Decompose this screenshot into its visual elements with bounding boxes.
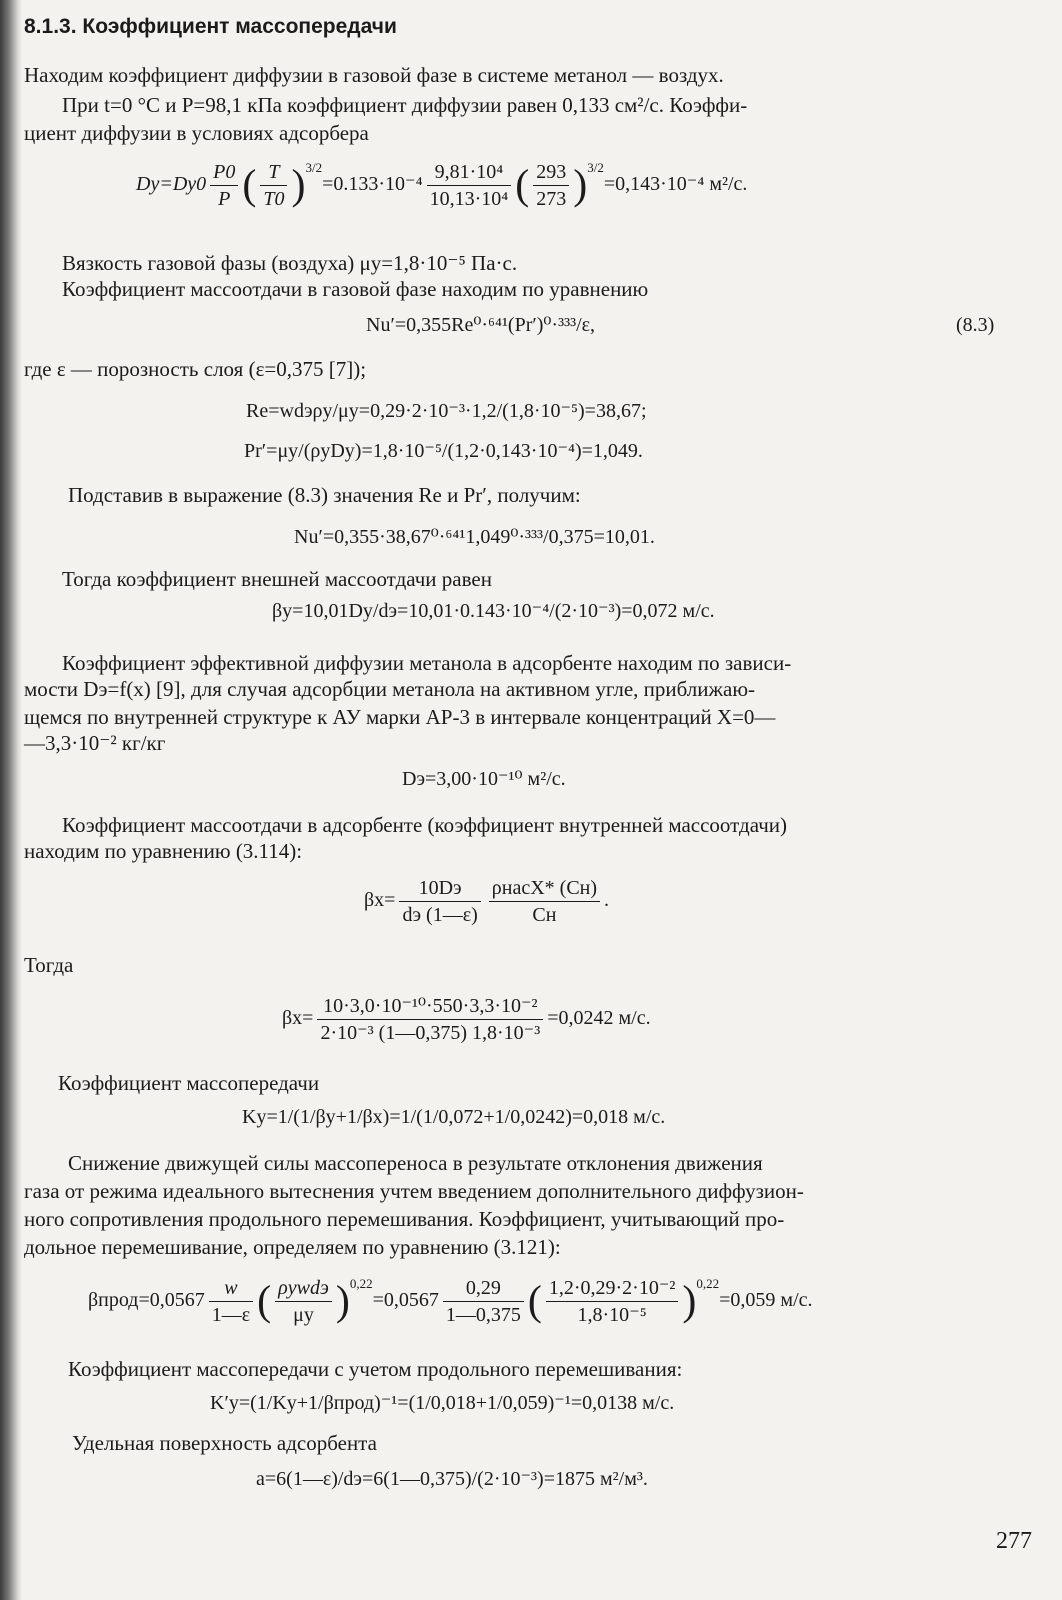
fraction: $\frac{P0}{P}$ (210, 159, 238, 212)
fraction: $\frac{10Dэ}{dэ (1—\varepsilon)}$ (399, 875, 480, 928)
equation-effective-diffusion: Dэ=3,00·10⁻¹⁰ м²/с. (402, 768, 566, 790)
equation-number: (8.3) (956, 314, 995, 336)
equation-k-y-prime: K′y=(1/Ky+1/βпрод)⁻¹=(1/0,018+1/0,059)⁻¹=0,0138 м/с. (210, 1392, 675, 1414)
equation-lhs: Dy=Dy0 (136, 173, 207, 195)
equation-beta-y: βy=10,01Dy/dэ=10,01·0.143·10⁻⁴/(2·10⁻³)=0,072 м/с. (272, 600, 715, 622)
paragraph-line: Подставив в выражение (8.3) значения Re и Pr′, получим: (68, 483, 581, 507)
paragraph-line: находим по уравнению (3.114): (24, 839, 303, 863)
paragraph-line: Коэффициент массопередачи с учетом продольного перемешивания: (68, 1357, 683, 1381)
equation-diffusion: Dy=Dy0 $\frac{P0}{P}$ ( $\frac{T}{T0}$ )$^{3/2}$=0.133·10⁻⁴ $\frac{\text{9,81·10⁴}}{\text{10,13·10⁴}}$ ( $\frac{293}{273}$ )$^{3/2}$=0,143·10⁻⁴ м²/с. (136, 160, 748, 210)
paragraph-line: где ε — порозность слоя (ε=0,375 [7]); (24, 357, 367, 381)
fraction: $\frac{w}{1—\varepsilon}$ (209, 1275, 253, 1328)
paragraph-line: циент диффузии в условиях адсорбера (24, 121, 369, 145)
equation-beta-x: βx= $\frac{10Dэ}{dэ (1—\varepsilon)}$ $\frac{\text{ρнасX* (Cн)}}{Cн}$ . (364, 876, 610, 926)
paragraph-line: мости Dэ=f(x) [9], для случая адсорбции метанола на активном угле, приближаю- (24, 677, 756, 701)
section-heading: 8.1.3. Коэффициент массопередачи (24, 15, 397, 38)
fraction: $\frac{293}{273}$ (533, 159, 569, 212)
page-number: 277 (996, 1528, 1032, 1554)
equation-nusselt-value: Nu′=0,355·38,67⁰·⁶⁴¹1,049⁰·³³³/0,375=10,01. (294, 526, 655, 548)
equation-nusselt: Nu′=0,355Re⁰·⁶⁴¹(Pr′)⁰·³³³/ε, (366, 314, 596, 336)
paragraph-line: Удельная поверхность адсорбента (72, 1431, 377, 1455)
equation-prandtl: Pr′=μy/(ρyDy)=1,8·10⁻⁵/(1,2·0,143·10⁻⁴)=1,049. (244, 440, 643, 462)
paragraph-line: Коэффициент массоотдачи в адсорбенте (коэффициент внутренней массоотдачи) (62, 813, 788, 837)
book-page (24, 0, 1034, 1600)
paragraph-line: ного сопротивления продольного перемешивания. Коэффициент, учитывающий про- (24, 1207, 785, 1231)
paragraph-line: щемся по внутренней структуре к АУ марки АР-3 в интервале концентраций X=0— (24, 705, 776, 729)
paragraph-line: Тогда коэффициент внешней массоотдачи равен (62, 567, 492, 591)
fraction: $\frac{0,29}{1—0,375}$ (443, 1275, 524, 1328)
paragraph-line: Тогда (24, 953, 74, 977)
fraction: $\frac{\text{10·3,0·10⁻¹⁰·550·3,3·10⁻²}}{\text{2·10⁻³ (1—0,375) 1,8·10⁻³}}$ (317, 993, 543, 1046)
paragraph-line: Вязкость газовой фазы (воздуха) μy=1,8·10⁻⁵ Па·с. (62, 251, 518, 275)
equation-reynolds: Re=wdэρy/μy=0,29·2·10⁻³·1,2/(1,8·10⁻⁵)=38,67; (246, 400, 647, 422)
paragraph-line: газа от режима идеального вытеснения учтем введением дополнительного диффузион- (24, 1179, 804, 1203)
fraction: $\frac{\text{1,2·0,29·2·10⁻²}}{\text{1,8·10⁻⁵}}$ (546, 1275, 679, 1328)
paragraph-line: Коэффициент массоотдачи в газовой фазе находим по уравнению (62, 277, 649, 301)
paragraph-line: дольное перемешивание, определяем по уравнению (3.121): (24, 1235, 561, 1259)
fraction: $\frac{\text{ρywdэ}}{\mu y}$ (275, 1275, 332, 1328)
paragraph-line: Снижение движущей силы массопереноса в результате отклонения движения (68, 1151, 763, 1175)
equation-k-y: Ky=1/(1/βy+1/βx)=1/(1/0,072+1/0,0242)=0,018 м/с. (242, 1106, 666, 1128)
equation-beta-x-value: βx= $\frac{\text{10·3,0·10⁻¹⁰·550·3,3·10⁻²}}{\text{2·10⁻³ (1—0,375) 1,8·10⁻³}}$ =0,0242 м/с. (282, 994, 651, 1044)
fraction: $\frac{\text{ρнасX* (Cн)}}{Cн}$ (489, 875, 600, 928)
paragraph-line: —3,3·10⁻² кг/кг (24, 731, 166, 755)
book-spine-shadow (0, 0, 22, 1600)
paragraph-line: При t=0 °C и P=98,1 кПа коэффициент диффузии равен 0,133 см²/с. Коэффи- (62, 93, 748, 117)
paragraph-line: Находим коэффициент диффузии в газовой фазе в системе метанол — воздух. (24, 63, 724, 87)
fraction: $\frac{\text{9,81·10⁴}}{\text{10,13·10⁴}}$ (427, 159, 512, 212)
equation-specific-surface: a=6(1—ε)/dэ=6(1—0,375)/(2·10⁻³)=1875 м²/м³. (256, 1468, 648, 1490)
fraction: $\frac{T}{T0}$ (260, 159, 287, 212)
paragraph-line: Коэффициент массопередачи (58, 1071, 320, 1095)
equation-beta-prod: βпрод=0,0567 $\frac{w}{1—\varepsilon}$ ( $\frac{\text{ρywdэ}}{\mu y}$ )$^{0,22}$=0,0567 $\frac{0,29}{1—0,375}$ ( $\frac{\text{1,2·0,29·2·10⁻²}}{\text{1,8·10⁻⁵}}$ )$^{0,22}$=0,059 м/с. (88, 1276, 813, 1326)
paragraph-line: Коэффициент эффективной диффузии метанола в адсорбенте находим по зависи- (62, 651, 792, 675)
